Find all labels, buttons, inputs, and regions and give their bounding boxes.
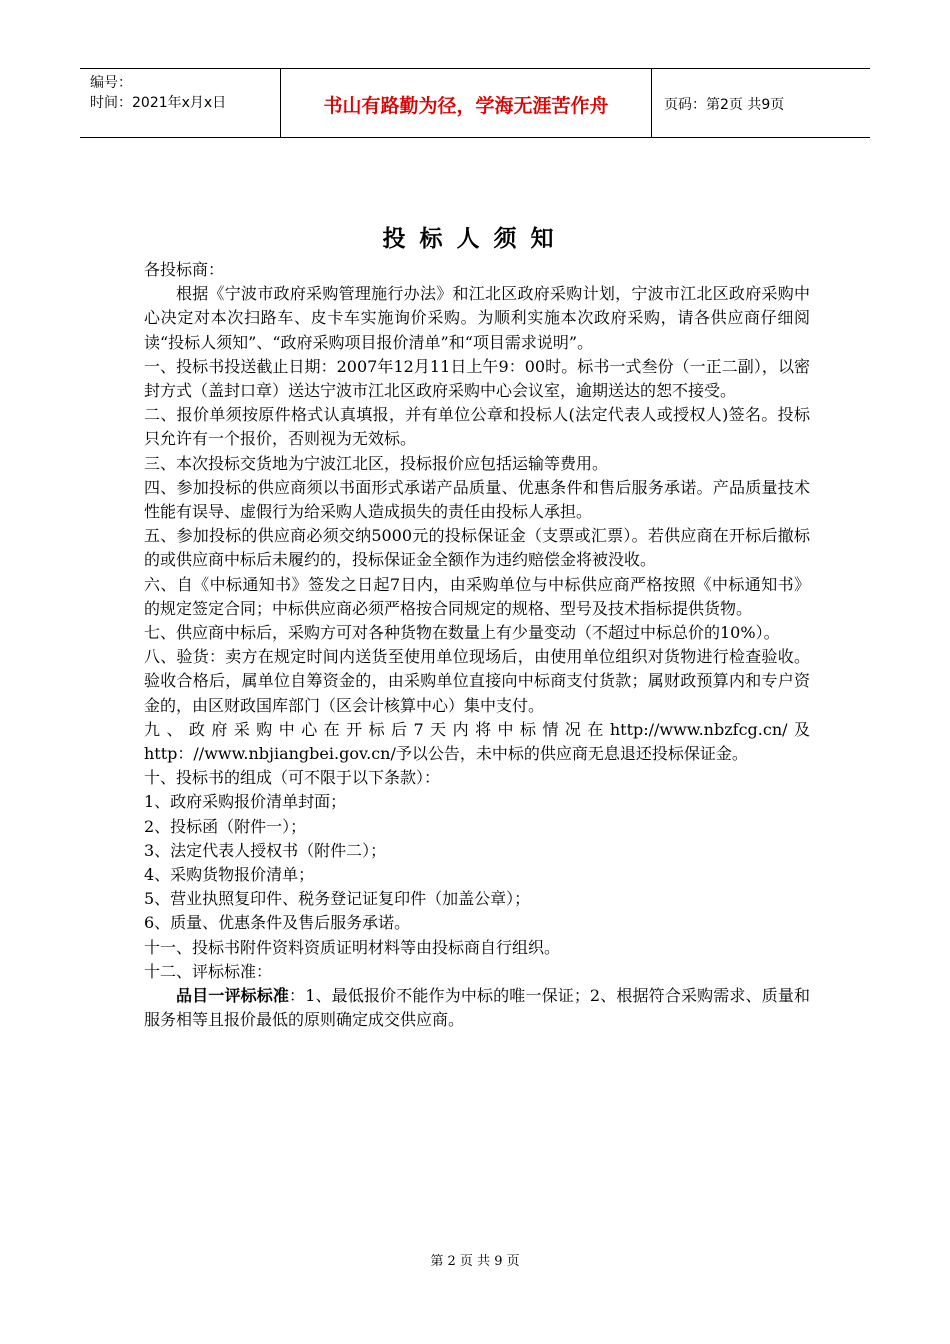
header-right-cell <box>652 69 870 137</box>
sub-item-3: 3、法定代表人授权书（附件二）； <box>144 840 387 860</box>
header-left-cell <box>80 69 281 137</box>
criteria-paragraph <box>144 984 810 1032</box>
item-5: 五、参加投标的供应商必须交纳5000元的投标保证金（支票或汇票）。若供应商在开标后撤标的或供应商中标后未履约的，投标保证金全额作为违约赔偿金将被没收。 <box>144 526 810 570</box>
time-label: 时间：2021年x月x日 <box>90 95 227 111</box>
document-body <box>144 258 810 1033</box>
item-3: 三、本次投标交货地为宁波江北区，投标报价应包括运输等费用。 <box>144 453 609 473</box>
document-title: 投标人须知 <box>382 226 568 252</box>
page-header <box>80 68 870 138</box>
sub-item-5: 5、营业执照复印件、税务登记证复印件（加盖公章）； <box>144 889 531 909</box>
item-1: 一、投标书投送截止日期：2007年12月11日上午9：00时。标书一式叁份（一正二副），以密封方式（盖封口章）送达宁波市江北区政府采购中心会议室，逾期送达的恕不接受。 <box>144 356 810 401</box>
item-4: 四、参加投标的供应商须以书面形式承诺产品质量、优惠条件和售后服务承诺。产品质量技术性能有误导、虚假行为给采购人造成损失的责任由投标人承担。 <box>144 477 810 522</box>
item-8: 八、验货：卖方在规定时间内送货至使用单位现场后，由使用单位组织对货物进行检查验收。验收合格后，属单位自筹资金的，由采购单位直接向中标商支付货款；属财政预算内和专户资金的，由区财政国库部门（区会计核算中心）集中支付。 <box>144 647 810 715</box>
item-11: 十一、投标书附件资料资质证明材料等由投标商自行组织。 <box>144 937 561 957</box>
item-10: 十、投标书的组成（可不限于以下条款）： <box>144 768 441 788</box>
salutation: 各投标商： <box>144 260 225 279</box>
header-motto-cell <box>281 69 652 137</box>
sub-item-6: 6、质量、优惠条件及售后服务承诺。 <box>144 913 411 933</box>
page-number-label: 页码：第2页 共9页 <box>664 97 785 113</box>
motto: 书山有路勤为径，学海无涯苦作舟 <box>323 95 609 117</box>
item-2: 二、报价单须按原件格式认真填报，并有单位公章和投标人(法定代表人或授权人)签名。投标只允许有一个报价，否则视为无效标。 <box>144 405 810 449</box>
page-footer: 第 2 页 共 9 页 <box>430 1254 520 1269</box>
item-9: 九、政府采购中心在开标后7天内将中标情况在http://www.nbzfcg.cn/及http：//www.nbjiangbei.gov.cn/予以公告，未中标的供应商无息退还投标保证金。 <box>144 719 810 764</box>
sub-item-4: 4、采购货物报价清单； <box>144 865 315 885</box>
sub-item-1: 1、政府采购报价清单封面； <box>144 792 347 812</box>
sub-item-2: 2、投标函（附件一）； <box>144 816 307 836</box>
criteria-label: 品目一评标标准 <box>176 986 290 1006</box>
item-6: 六、自《中标通知书》签发之日起7日内，由采购单位与中标供应商严格按照《中标通知书》的规定签定合同；中标供应商必须严格按合同规定的规格、型号及技术指标提供货物。 <box>144 574 810 618</box>
item-12: 十二、评标标准： <box>144 961 273 981</box>
criteria-text: ：1、最低报价不能作为中标的唯一保证；2、根据符合采购需求、质量和服务相等且报价最低的原则确定成交供应商。 <box>144 986 810 1030</box>
number-label: 编号： <box>90 75 132 91</box>
intro-paragraph: 根据《宁波市政府采购管理施行办法》和江北区政府采购计划，宁波市江北区政府采购中心决定对本次扫路车、皮卡车实施询价采购。为顺利实施本次政府采购，请各供应商仔细阅读“投标人须知”、“政府采购项目报价清单”和“项目需求说明”。 <box>144 284 810 352</box>
item-7: 七、供应商中标后，采购方可对各种货物在数量上有少量变动（不超过中标总价的10%）。 <box>144 623 780 643</box>
